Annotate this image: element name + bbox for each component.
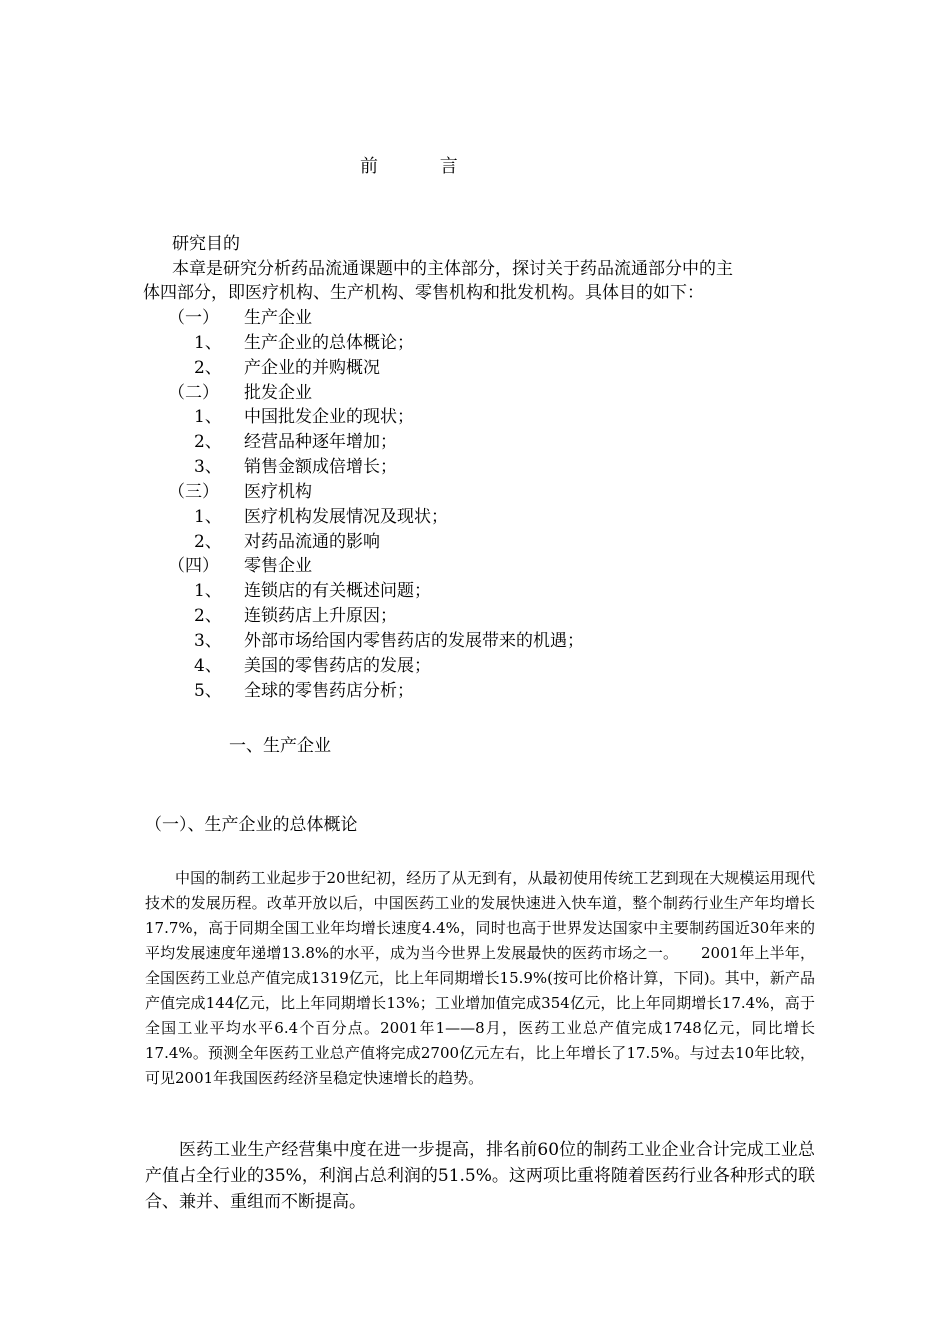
- purpose-heading: 研究目的: [172, 234, 240, 254]
- outline-number: 1、: [194, 507, 222, 527]
- outline-number: 1、: [194, 333, 222, 353]
- outline-number: 1、: [194, 407, 222, 427]
- outline-text: 零售企业: [244, 556, 312, 576]
- body-paragraph: 医药工业生产经营集中度在进一步提高，排名前60位的制药工业企业合计完成工业总产值占全行业的35%，利润占总利润的51.5%。这两项比重将随着医药行业各种形式的联合、兼并、重组而不断提高。: [145, 1140, 815, 1212]
- page-title: 前 言: [360, 156, 486, 177]
- outline-number: （一）: [168, 308, 219, 328]
- outline-number: 2、: [194, 606, 222, 626]
- outline-number: 2、: [194, 532, 222, 552]
- outline-text: 销售金额成倍增长；: [244, 457, 397, 477]
- body-paragraph: 中国的制药工业起步于20世纪初，经历了从无到有，从最初使用传统工艺到现在大规模运用现代技术的发展历程。改革开放以后，中国医药工业的发展快速进入快车道，整个制药行业生产年均增长17.7%，高于同期全国工业年均增长速度4.4%，同时也高于世界发达国家中主要制药国近30年来的平均发展速度年递增13.8%的水平，成为当今世界上发展最快的医药市场之一。 2001年上半年，全国医药工业总产值完成1319亿元，比上年同期增长15.9%(按可比价格计算，下同)。其中，新产品产值完成144亿元，比上年同期增长13%；工业增加值完成354亿元，比上年同期增长17.4%，高于全国工业平均水平6.4个百分点。2001年1——8月，医药工业总产值完成1748亿元，同比增长17.4%。预测全年医药工业总产值将完成2700亿元左右，比上年增长了17.5%。与过去10年比较，可见2001年我国医药经济呈稳定快速增长的趋势。: [145, 869, 815, 1087]
- outline-text: 生产企业: [244, 308, 312, 328]
- section-heading: （一）、生产企业的总体概论: [145, 815, 358, 835]
- outline-text: 外部市场给国内零售药店的发展带来的机遇；: [244, 631, 584, 651]
- outline-text: 连锁店的有关概述问题；: [244, 581, 431, 601]
- outline-text: 医疗机构发展情况及现状；: [244, 507, 448, 527]
- outline-text: 产企业的并购概况: [244, 358, 380, 378]
- chapter-heading: 一、生产企业: [229, 736, 331, 756]
- outline-text: 经营品种逐年增加；: [244, 432, 397, 452]
- outline-text: 全球的零售药店分析；: [244, 681, 414, 701]
- outline-text: 批发企业: [244, 383, 312, 403]
- outline-number: 4、: [194, 656, 222, 676]
- outline-text: 对药品流通的影响: [244, 532, 380, 552]
- outline-number: 5、: [194, 681, 222, 701]
- outline-number: （三）: [168, 482, 219, 502]
- outline-number: 2、: [194, 358, 222, 378]
- outline-text: 中国批发企业的现状；: [244, 407, 414, 427]
- outline-text: 生产企业的总体概论；: [244, 333, 414, 353]
- intro-line: 本章是研究分析药品流通课题中的主体部分，探讨关于药品流通部分中的主: [172, 259, 733, 279]
- intro-line: 体四部分，即医疗机构、生产机构、零售机构和批发机构。具体目的如下：: [143, 283, 704, 303]
- outline-number: 1、: [194, 581, 222, 601]
- outline-number: （四）: [168, 556, 219, 576]
- outline-number: 2、: [194, 432, 222, 452]
- outline-number: 3、: [194, 631, 222, 651]
- outline-number: （二）: [168, 383, 219, 403]
- outline-text: 美国的零售药店的发展；: [244, 656, 431, 676]
- outline-text: 医疗机构: [244, 482, 312, 502]
- outline-text: 连锁药店上升原因；: [244, 606, 397, 626]
- outline-number: 3、: [194, 457, 222, 477]
